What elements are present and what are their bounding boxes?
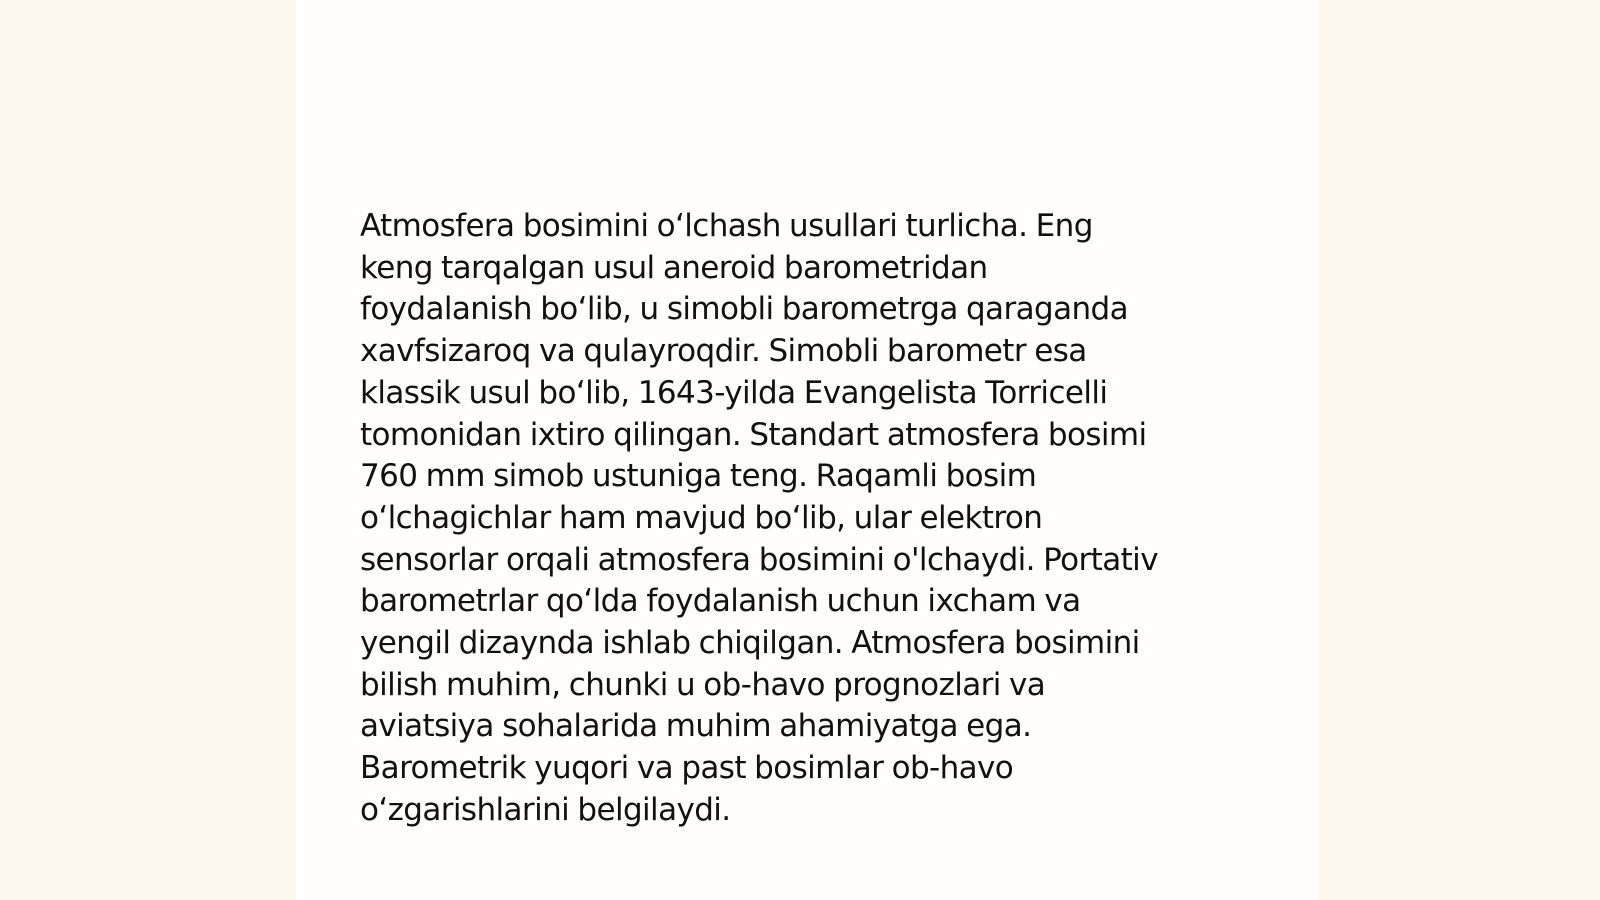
text-line: klassik usul bo‘lib, 1643-yilda Evangelista Torricelli [360, 374, 1108, 411]
text-line: keng tarqalgan usul aneroid barometridan [360, 249, 988, 286]
text-line: o‘zgarishlarini belgilaydi. [360, 791, 731, 828]
text-line: yengil dizaynda ishlab chiqilgan. Atmosfera bosimini [360, 625, 1140, 662]
text-line: barometrlar qo‘lda foydalanish uchun ixcham va [360, 583, 1081, 620]
text-line: Barometrik yuqori va past bosimlar ob-havo [360, 750, 1014, 787]
text-line: bilish muhim, chunki u ob-havo prognozlari va [360, 666, 1046, 703]
text-line: Atmosfera bosimini o‘lchash usullari turlicha. Eng [360, 208, 1093, 244]
slide-page [296, 0, 1319, 900]
text-line: foydalanish bo‘lib, u simobli barometrga qaraganda [360, 291, 1128, 328]
body-paragraph [360, 206, 1260, 832]
text-line: sensorlar orqali atmosfera bosimini o'lchaydi. Portativ [360, 541, 1158, 578]
text-line: xavfsizaroq va qulayroqdir. Simobli barometr esa [360, 333, 1087, 370]
text-line: o‘lchagichlar ham mavjud bo‘lib, ular elektron [360, 499, 1043, 536]
text-line: tomonidan ixtiro qilingan. Standart atmosfera bosimi [360, 416, 1147, 453]
text-line: 760 mm simob ustuniga teng. Raqamli bosim [360, 458, 1037, 495]
text-line: aviatsiya sohalarida muhim ahamiyatga ega. [360, 708, 1032, 745]
